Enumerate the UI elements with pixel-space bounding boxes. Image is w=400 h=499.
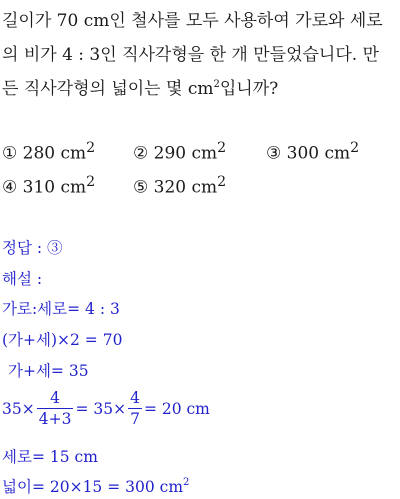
- question-unit-superscript: 2: [213, 79, 220, 90]
- choice-1-superscript: 2: [86, 140, 96, 156]
- height-line: 세로= 15 cm: [2, 448, 98, 466]
- fraction-2-denominator: 7: [130, 410, 140, 428]
- choice-2-label: ② 290 cm: [133, 143, 218, 164]
- choice-3-label: ③ 300 cm: [266, 143, 351, 164]
- explanation-title: 해설 :: [2, 270, 43, 288]
- question-line-3-end: 입니까?: [219, 79, 279, 99]
- area-superscript: 2: [183, 477, 190, 488]
- calc-prefix: 35×: [2, 399, 35, 418]
- area-line: [2, 475, 189, 497]
- sum-line: 가+세= 35: [8, 362, 89, 380]
- fraction-2-numerator: 4: [130, 389, 140, 407]
- question-line-3-text: 든 직사각형의 넓이는 몇 cm: [2, 79, 214, 99]
- question-line-1: 길이가 70 cm인 철사를 모두 사용하여 가로와 세로: [2, 11, 383, 31]
- choice-1-label: ① 280 cm: [2, 143, 87, 164]
- calc-line: [2, 389, 210, 428]
- choice-4-superscript: 2: [86, 174, 96, 190]
- answer-label: 정답 : ③: [2, 239, 63, 257]
- perimeter-line: (가+세)×2 = 70: [2, 331, 123, 349]
- ratio-line: 가로:세로= 4 : 3: [2, 300, 120, 318]
- fraction-4-over-4-plus-3: [37, 389, 74, 428]
- calc-result: = 20 cm: [143, 399, 210, 418]
- area-text: 넓이= 20×15 = 300 cm: [2, 478, 184, 496]
- fraction-1-denominator: 4+3: [38, 410, 72, 428]
- choice-2-superscript: 2: [217, 140, 227, 156]
- choice-3: [266, 140, 359, 164]
- question-line-3: [2, 74, 278, 99]
- question-line-2: 의 비가 4 : 3인 직사각형을 한 개 만들었습니다. 만: [2, 45, 379, 65]
- choice-5: [133, 174, 226, 198]
- choice-1: [2, 140, 95, 164]
- choice-3-superscript: 2: [350, 140, 360, 156]
- choice-4-label: ④ 310 cm: [2, 177, 87, 198]
- choice-2: [133, 140, 226, 164]
- fraction-1-numerator: 4: [37, 389, 74, 409]
- choice-4: [2, 174, 95, 198]
- choice-5-label: ⑤ 320 cm: [133, 177, 218, 198]
- calc-middle: = 35×: [75, 399, 127, 418]
- choice-5-superscript: 2: [217, 174, 227, 190]
- fraction-4-over-7: [128, 389, 142, 428]
